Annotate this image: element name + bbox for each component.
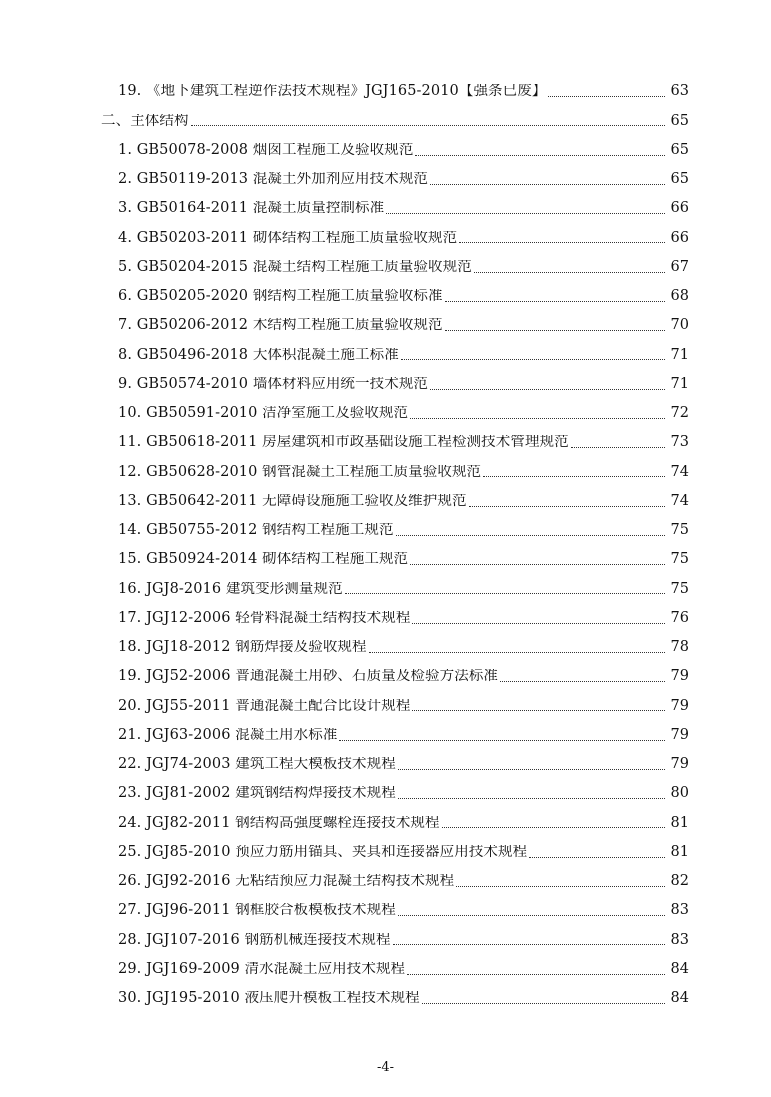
toc-entry-page-number: 66	[670, 229, 689, 246]
toc-entry[interactable]	[0, 223, 771, 252]
toc-entry-title: 28. JGJ107-2016 钢筋机械连接技术规程	[118, 932, 391, 948]
toc-entry[interactable]	[0, 633, 771, 662]
toc-entry-title: 3. GB50164-2011 混凝土质量控制标准	[118, 201, 385, 216]
toc-entry[interactable]	[0, 955, 771, 984]
dot-leader	[191, 125, 665, 126]
toc-entry-page-number: 75	[670, 522, 689, 539]
toc-entry[interactable]	[0, 311, 771, 340]
toc-entry-title: 18. JGJ18-2012 钢筋焊接及验收规程	[118, 640, 367, 655]
dot-leader	[445, 330, 665, 331]
toc-entry-page-number: 63	[670, 83, 689, 100]
toc-entry-page-number: 74	[670, 492, 689, 509]
toc-entry-title: 9. GB50574-2010 墙体材料应用统一技术规范	[118, 376, 429, 392]
toc-entry-title: 4. GB50203-2011 砌体结构工程施工质量验收规范	[118, 230, 458, 246]
toc-entry-title: 7. GB50206-2012 木结构工程施工质量验收规范	[118, 318, 443, 333]
dot-leader	[369, 652, 665, 653]
toc-entry[interactable]	[0, 925, 771, 954]
toc-entry-title: 2. GB50119-2013 混凝土外加剂应用技术规范	[118, 172, 429, 187]
toc-entry-page-number: 79	[670, 668, 689, 685]
toc-entry[interactable]	[0, 604, 771, 633]
toc-entry[interactable]	[0, 662, 771, 691]
toc-entry[interactable]	[0, 457, 771, 486]
dot-leader	[401, 359, 665, 360]
toc-entry[interactable]	[0, 779, 771, 808]
dot-leader	[548, 96, 665, 97]
dot-leader	[398, 798, 665, 799]
dot-leader	[339, 740, 665, 741]
dot-leader	[407, 974, 665, 975]
toc-entry[interactable]	[0, 165, 771, 194]
toc-entry[interactable]	[0, 487, 771, 516]
toc-entry-page-number: 65	[670, 171, 689, 188]
toc-entry-page-number: 73	[670, 434, 689, 451]
toc-entry[interactable]	[0, 399, 771, 428]
toc-entry-page-number: 65	[670, 141, 689, 158]
toc-entry[interactable]	[0, 574, 771, 603]
page-number: -4-	[376, 1060, 395, 1075]
toc-entry-page-number: 79	[670, 756, 689, 773]
dot-leader	[456, 886, 665, 887]
dot-leader	[386, 213, 665, 214]
toc-entry[interactable]	[0, 516, 771, 545]
dot-leader	[410, 418, 665, 419]
toc-entry-page-number: 65	[670, 112, 689, 129]
toc-entry[interactable]	[0, 691, 771, 720]
toc-entry-title: 22. JGJ74-2003 建筑工程大模板技术规程	[118, 757, 396, 772]
toc-entry[interactable]	[0, 721, 771, 750]
toc-entry-page-number: 72	[670, 405, 689, 422]
dot-leader	[483, 476, 665, 477]
toc-entry-page-number: 71	[670, 375, 689, 392]
toc-entry-page-number: 76	[670, 609, 689, 626]
toc-entry-page-number: 75	[670, 551, 689, 568]
toc-entry-page-number: 81	[670, 843, 689, 860]
dot-leader	[398, 915, 665, 916]
toc-entry-page-number: 79	[670, 697, 689, 714]
toc-entry-title: 11. GB50618-2011 房屋建筑和市政基础设施工程检测技术管理规范	[118, 435, 569, 450]
toc-entry-page-number: 71	[670, 346, 689, 363]
toc-entry-title: 14. GB50755-2012 钢结构工程施工规范	[118, 523, 394, 538]
dot-leader	[442, 827, 665, 828]
toc-entry-page-number: 66	[670, 200, 689, 217]
toc-entry[interactable]	[0, 282, 771, 311]
toc-entry-title: 19. 《地下建筑工程逆作法技术规程》JGJ165-2010【强条已废】	[118, 84, 547, 99]
toc-entry-title: 二、主体结构	[101, 113, 189, 129]
toc-entry-page-number: 84	[670, 990, 689, 1007]
dot-leader	[571, 447, 665, 448]
toc-entry-title: 30. JGJ195-2010 液压爬升模板工程技术规程	[118, 991, 420, 1006]
table-of-contents	[0, 77, 771, 1013]
dot-leader	[412, 710, 665, 711]
dot-leader	[529, 857, 665, 858]
toc-entry[interactable]	[0, 867, 771, 896]
dot-leader	[345, 593, 665, 594]
toc-entry-title: 19. JGJ52-2006 普通混凝土用砂、石质量及检验方法标准	[118, 669, 499, 684]
toc-entry-title: 16. JGJ8-2016 建筑变形测量规范	[118, 581, 343, 597]
toc-entry-page-number: 83	[670, 931, 689, 948]
toc-entry-page-number: 68	[670, 288, 689, 305]
toc-entry[interactable]	[0, 136, 771, 165]
dot-leader	[422, 1003, 665, 1004]
toc-entry-page-number: 83	[670, 902, 689, 919]
toc-entry-title: 27. JGJ96-2011 钢框胶合板模板技术规程	[118, 903, 396, 918]
toc-entry-page-number: 79	[670, 726, 689, 743]
toc-entry-title: 26. JGJ92-2016 无粘结预应力混凝土结构技术规程	[118, 874, 455, 889]
toc-entry[interactable]	[0, 77, 771, 106]
toc-entry[interactable]	[0, 808, 771, 837]
dot-leader	[412, 623, 665, 624]
toc-entry-title: 17. JGJ12-2006 轻骨料混凝土结构技术规程	[118, 610, 411, 626]
toc-entry-title: 20. JGJ55-2011 普通混凝土配合比设计规程	[118, 698, 411, 714]
toc-section-heading[interactable]	[0, 106, 771, 135]
dot-leader	[398, 769, 665, 770]
dot-leader	[415, 155, 665, 156]
toc-entry-title: 21. JGJ63-2006 混凝土用水标准	[118, 727, 338, 743]
dot-leader	[445, 301, 665, 302]
toc-entry-title: 15. GB50924-2014 砌体结构工程施工规范	[118, 552, 409, 567]
toc-entry[interactable]	[0, 253, 771, 282]
toc-entry-page-number: 80	[670, 785, 689, 802]
toc-entry-title: 6. GB50205-2020 钢结构工程施工质量验收标准	[118, 289, 443, 304]
dot-leader	[469, 506, 665, 507]
toc-entry-page-number: 75	[670, 580, 689, 597]
toc-entry-page-number: 81	[670, 814, 689, 831]
toc-entry[interactable]	[0, 194, 771, 223]
toc-entry[interactable]	[0, 545, 771, 574]
toc-entry-title: 12. GB50628-2010 钢管混凝土工程施工质量验收规范	[118, 464, 482, 480]
toc-entry[interactable]	[0, 428, 771, 457]
toc-entry[interactable]	[0, 370, 771, 399]
toc-entry-page-number: 70	[670, 317, 689, 334]
toc-entry-page-number: 82	[670, 873, 689, 890]
toc-entry[interactable]	[0, 838, 771, 867]
dot-leader	[410, 564, 665, 565]
toc-entry[interactable]	[0, 340, 771, 369]
toc-entry[interactable]	[0, 750, 771, 779]
toc-entry-title: 24. JGJ82-2011 钢结构高强度螺栓连接技术规程	[118, 815, 440, 831]
dot-leader	[430, 184, 665, 185]
toc-entry[interactable]	[0, 984, 771, 1013]
toc-entry-page-number: 78	[670, 639, 689, 656]
toc-entry[interactable]	[0, 896, 771, 925]
toc-entry-title: 23. JGJ81-2002 建筑钢结构焊接技术规程	[118, 786, 396, 801]
dot-leader	[430, 389, 665, 390]
dot-leader	[459, 242, 665, 243]
toc-entry-page-number: 67	[670, 258, 689, 275]
toc-entry-title: 13. GB50642-2011 无障碍设施施工验收及维护规范	[118, 493, 467, 509]
toc-entry-title: 10. GB50591-2010 洁净室施工及验收规范	[118, 406, 409, 421]
toc-entry-title: 1. GB50078-2008 烟囱工程施工及验收规范	[118, 142, 414, 158]
dot-leader	[500, 681, 665, 682]
toc-entry-title: 5. GB50204-2015 混凝土结构工程施工质量验收规范	[118, 259, 472, 275]
dot-leader	[393, 944, 665, 945]
toc-entry-title: 29. JGJ169-2009 清水混凝土应用技术规程	[118, 961, 406, 977]
dot-leader	[474, 272, 665, 273]
toc-entry-page-number: 84	[670, 960, 689, 977]
dot-leader	[396, 535, 665, 536]
toc-entry-title: 8. GB50496-2018 大体积混凝土施工标准	[118, 347, 399, 363]
toc-entry-page-number: 74	[670, 463, 689, 480]
toc-entry-title: 25. JGJ85-2010 预应力筋用锚具、夹具和连接器应用技术规程	[118, 844, 528, 860]
